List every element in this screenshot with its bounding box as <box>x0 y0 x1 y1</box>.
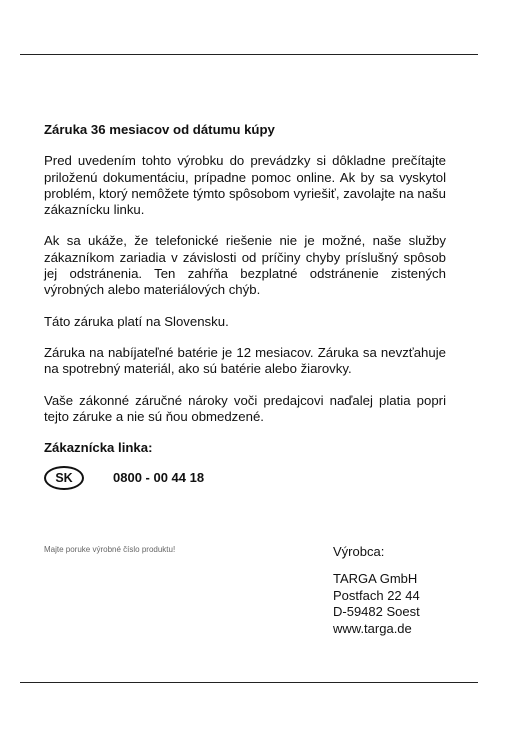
hotline-row <box>44 466 446 496</box>
phone-number: 0800 - 00 44 18 <box>113 470 205 486</box>
product-number-note: Majte poruke výrobné číslo produktu! <box>44 545 176 554</box>
paragraph-service: Ak sa ukáže, že telefonické riešenie nie je možné, naše služby zákazníkom zariadia v závislosti od príčiny chyby príslušný spôsob jej odstránenia. Ten zahŕňa bezplatné odstránenie zistených výrobných alebo materiálových chýb. <box>44 233 446 298</box>
country-badge: SK <box>44 466 84 490</box>
paragraph-legal: Vaše zákonné záručné nároky voči predajcovi naďalej platia popri tejto záruke a nie sú ňou obmedzené. <box>44 392 446 424</box>
address-company: TARGA GmbH <box>333 571 418 586</box>
warranty-heading: Záruka 36 mesiacov od dátumu kúpy <box>44 122 275 137</box>
paragraph-country: Táto záruka platí na Slovensku. <box>44 313 229 329</box>
warranty-text <box>44 122 446 496</box>
paragraph-batteries: Záruka na nabíjateľné batérie je 12 mesiacov. Záruka sa nevzťahuje na spotrebný materiál, ako sú batérie alebo žiarovky. <box>44 344 446 377</box>
paragraph-intro: Pred uvedením tohto výrobku do prevádzky si dôkladne prečítajte priloženú dokumentáciu, prípadne pomoc online. Ak by sa vyskytol problém, ktorý nemôžete týmto spôsobom vyriešiť, zavolajte na našu zákaznícku linku. <box>44 153 446 218</box>
address-website: www.targa.de <box>333 620 412 636</box>
bottom-divider <box>20 682 478 683</box>
top-divider <box>20 54 478 55</box>
address-postbox: Postfach 22 44 <box>333 587 420 603</box>
address-city: D-59482 Soest <box>333 604 420 619</box>
manufacturer-address <box>333 571 420 637</box>
manufacturer-label: Výrobca: <box>333 544 385 559</box>
hotline-title: Zákaznícka linka: <box>44 440 153 456</box>
